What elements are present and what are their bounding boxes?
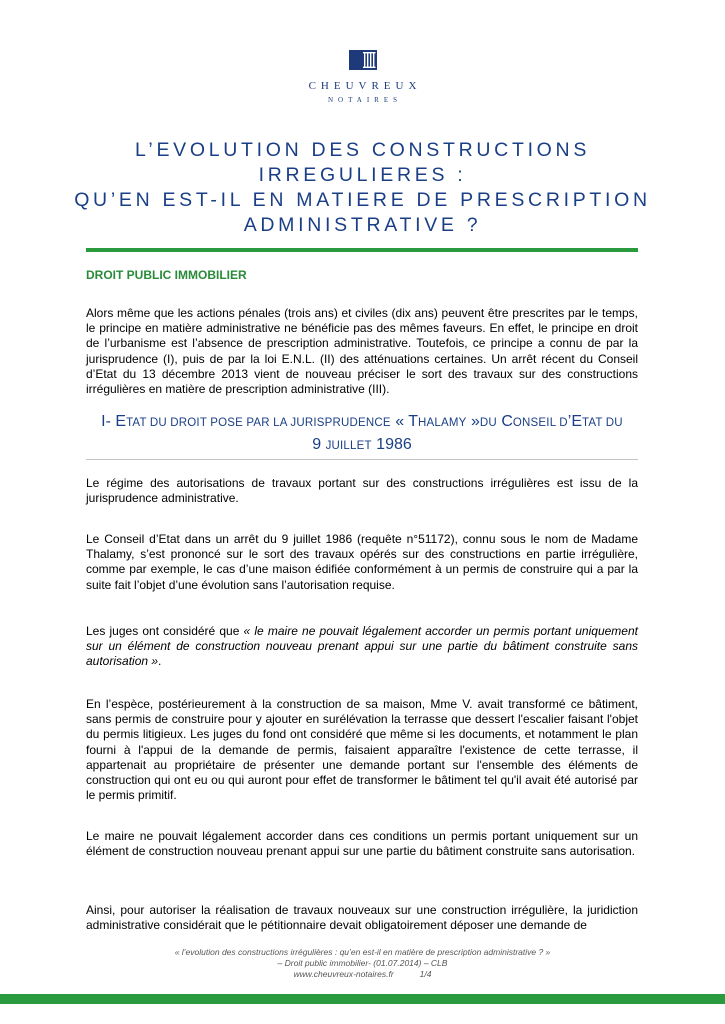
intro-paragraph: Alors même que les actions pénales (trois ans) et civiles (dix ans) peuvent être prescrites par le temps, le principe en matière administrative ne bénéficie pas des mêmes faveurs. En effet, le principe en droit de l’urbanisme est l’absence de prescription administrative. Toutefois, ce principe a connu de par la jurisprudence (I), puis de par la loi E.N.L. (II) des atténuations certaines. Un arrêt récent du Conseil d’Etat du 13 décembre 2013 vient de nouveau préciser le sort des travaux sur des constructions irrégulières en matière de prescription administrative (III). [86, 306, 638, 397]
page-footer [0, 947, 725, 980]
section-label: DROIT PUBLIC IMMOBILIER [86, 268, 247, 282]
title-divider [86, 248, 638, 252]
page-number: 1/4 [419, 969, 432, 979]
paragraph-6: Ainsi, pour autoriser la réalisation de travaux nouveaux sur une construction irrégulière, la juridiction administrative considérait que le pétitionnaire devait obligatoirement déposer une demande de [86, 903, 638, 933]
notary-building-icon [349, 50, 377, 70]
court-quote: « le maire ne pouvait légalement accorder un permis portant uniquement sur un élément de construction nouveau prenant appui sur une partie du bâtiment construite sans autorisation » [86, 624, 638, 669]
title-line: IRREGULIERES : [258, 164, 467, 186]
title-line: ADMINISTRATIVE ? [243, 214, 482, 236]
paragraph-2: Le Conseil d’Etat dans un arrêt du 9 juillet 1986 (requête n°51172), connu sous le nom de Madame Thalamy, s’est prononcé sur le sort des travaux opérés sur des constructions en partie irrégulière, comme par exemple, le cas d’une maison édifiée conformément à un permis de construire qui a par la suite fait l’objet d’une évolution sans l’autorisation requise. [86, 532, 638, 592]
brand-subtitle: NOTAIRES [327, 96, 403, 104]
paragraph-4: En l’espèce, postérieurement à la construction de sa maison, Mme V. avait transformé ce bâtiment, sans permis de construire pour y ajouter en surélévation la terrasse que dessert l'escalier faisant l'objet du permis litigieux. Les juges du fond ont considéré que même si les documents, et notamment le plan fourni à l'appui de la demande de permis, faisaient apparaître l'existence de cette terrasse, il appartenait au propriétaire de présenter une demande portant sur l'ensemble des éléments de construction qui ont eu ou qui auront pour effet de transformer le bâtiment tel qu'il avait été autorisé par le permis primitif. [86, 697, 638, 803]
paragraph-1: Le régime des autorisations de travaux portant sur des constructions irrégulières est issu de la jurisprudence administrative. [86, 476, 638, 506]
title-line: L’EVOLUTION DES CONSTRUCTIONS [134, 139, 591, 161]
footer-bar [0, 994, 725, 1004]
footer-meta: – Droit public immobilier- (01.07.2014) – CLB [277, 958, 448, 968]
brand-name: CHEUVREUX [308, 80, 422, 92]
title-line: QU’EN EST-IL EN MATIERE DE PRESCRIPTION [74, 189, 651, 211]
paragraph-3: Les juges ont considéré que « le maire ne pouvait légalement accorder un permis portant uniquement sur un élément de construction nouveau prenant appui sur une partie du bâtiment construite sans autorisation ». [86, 624, 638, 669]
footer-website: www.cheuvreux-notaires.fr [293, 969, 394, 979]
footer-title: « l’evolution des constructions irrégulières : qu’en est-il en matière de prescription administrative ? » [174, 947, 551, 957]
brand-logo [0, 50, 725, 104]
document-title [60, 138, 665, 238]
section-heading-1: I- ETAT DU DROIT POSE PAR LA JURISPRUDENCE « THALAMY »DU CONSEIL D’ETAT DU 9 JUILLET 1986 [86, 411, 638, 460]
paragraph-5: Le maire ne pouvait légalement accorder dans ces conditions un permis portant uniquement sur un élément de construction nouveau prenant appui sur une partie du bâtiment construite sans autorisation. [86, 829, 638, 859]
